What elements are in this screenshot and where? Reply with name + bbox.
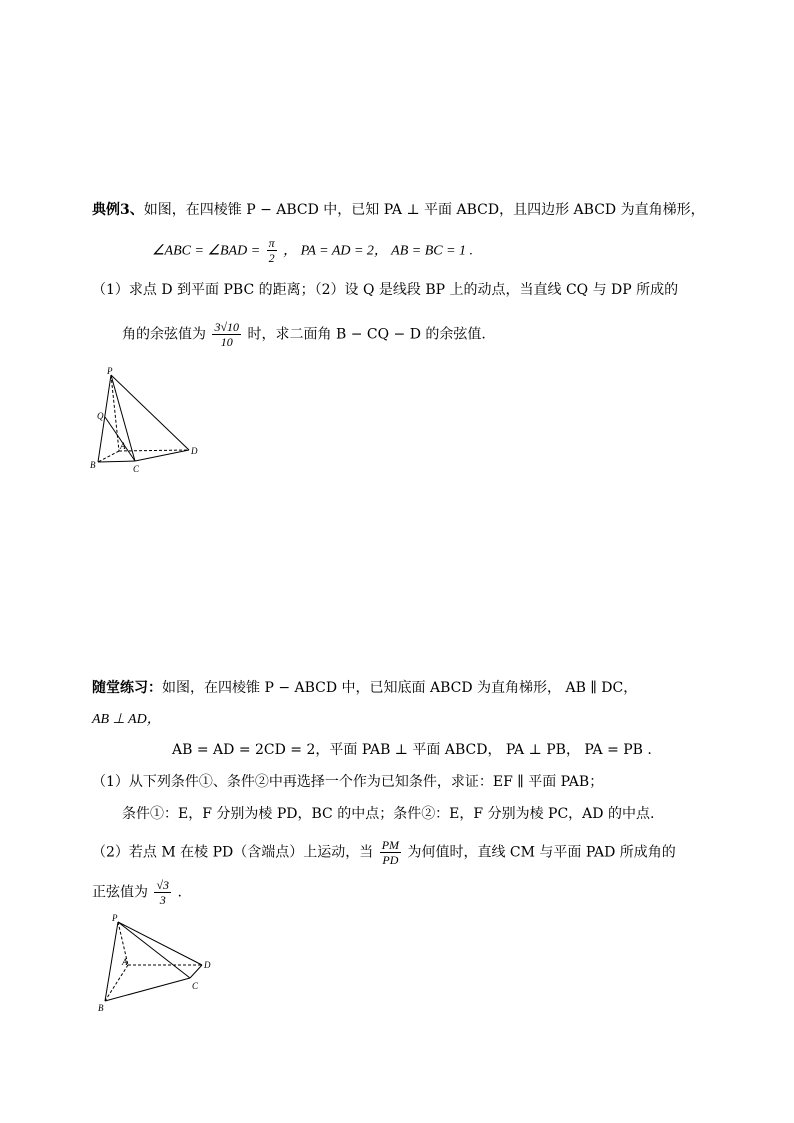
example3-question-cont-suffix: 时，求二面角 B − CQ − D 的余弦值. [247,326,486,343]
label-C: C [192,981,199,991]
edge-CD [135,450,189,461]
practice-question1 [92,772,603,792]
practice-conditions [122,804,654,824]
practice-pyramid-figure [92,910,222,1020]
edge-BC [98,461,135,462]
label-P: P [112,913,118,923]
fraction-numerator: π [268,236,275,250]
label-C: C [133,464,140,474]
practice-perpendicular-condition: AB ⊥ AD， [92,712,161,727]
edge-AD [119,450,189,451]
example3-intro-text: 如图，在四棱锥 P − ABCD 中，已知 PA ⊥ 平面 ABCD，且四边形 ABCD 为直角梯形， [143,202,705,218]
example3-angle-condition: ∠ABC = ∠BAD = [152,243,261,259]
label-B: B [98,1003,104,1013]
label-Q: Q [97,411,104,421]
practice-length-conditions: AB = AD = 2CD = 2，平面 PAB ⊥ 平面 ABCD， PA ⊥ PB， PA = PB . [172,742,652,758]
example3-question-line1 [92,280,678,300]
fraction-denominator: 2 [268,251,275,265]
example3-pyramid-figure [85,365,215,485]
practice-question2-suffix: 为何值时，直线 CM 与平面 PAD 所成角的 [407,844,676,861]
label-D: D [204,960,211,970]
practice-question2-period: . [177,884,182,901]
edge-PD [118,922,202,965]
practice-question2-prefix: （2）若点 M 在棱 PD（含端点）上运动，当 [92,844,374,861]
practice-line3 [172,740,652,760]
practice-intro-text: 如图，在四棱锥 P − ABCD 中，已知底面 ABCD 为直角梯形， AB ∥ DC， [162,680,638,696]
edge-PD [111,375,189,450]
edge-BC [105,978,190,1001]
example3-line2 [152,236,473,265]
example3-line1 [92,200,705,220]
example3-length-conditions: ， PA = AD = 2， AB = BC = 1 . [283,243,474,259]
practice-question1-text: （1）从下列条件①、条件②中再选择一个作为已知条件，求证：EF ∥ 平面 PAB； [92,774,604,790]
fraction-numerator: PM [381,838,400,852]
edge-QC [105,417,135,461]
practice-question2-cont-prefix: 正弦值为 [92,884,148,901]
example3-question-cont-prefix: 角的余弦值为 [122,326,206,343]
example3-question-line2 [122,320,486,349]
fraction-denominator: PD [382,853,399,867]
practice-line1 [92,678,637,698]
practice-sqrt3-over-3-fraction [154,878,171,907]
label-A: A [120,441,126,451]
edge-CD [190,965,202,978]
fraction-numerator: √3 [156,878,170,892]
practice-line2 [92,709,161,730]
example3-heading: 典例3、 [92,202,144,218]
fraction-numerator: 3√10 [214,320,240,334]
practice-pm-pd-fraction [380,838,401,867]
practice-question2 [92,838,676,867]
practice-heading: 随堂练习： [92,680,162,696]
label-A: A [122,957,128,967]
practice-conditions-text: 条件①：E，F 分别为棱 PD，BC 的中点；条件②：E，F 分别为棱 PC，AD 的中点. [122,806,655,822]
practice-question2-line2 [92,878,182,907]
edge-AB [98,451,119,462]
edge-PB [105,922,118,1001]
edge-PA [111,375,119,451]
example3-cosine-fraction [212,320,241,349]
label-D: D [191,446,198,456]
edge-PC [118,922,190,978]
example3-pi-over-2-fraction [267,236,277,265]
label-B: B [90,460,96,470]
fraction-denominator: 10 [220,335,233,349]
example3-question-text: （1）求点 D 到平面 PBC 的距离；（2）设 Q 是线段 BP 上的动点，当直线 CQ 与 DP 所成的 [92,282,679,298]
fraction-denominator: 3 [159,893,166,907]
label-P: P [107,366,113,376]
